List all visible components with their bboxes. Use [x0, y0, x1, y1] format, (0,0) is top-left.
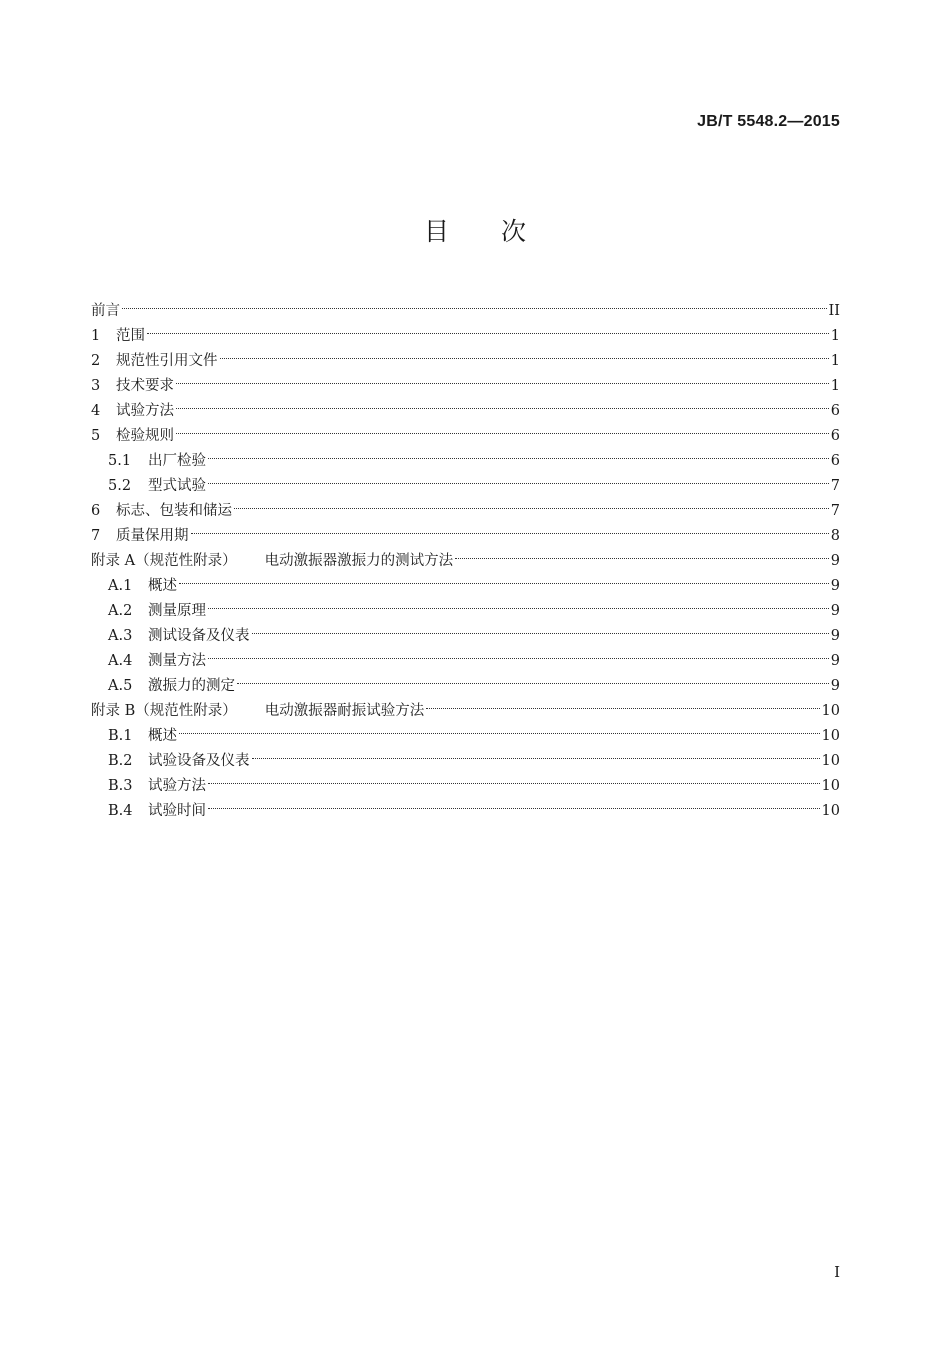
toc-title [0, 212, 950, 248]
toc-entry-5-1[interactable] [91, 440, 840, 469]
toc-entry-a-1[interactable] [91, 565, 840, 594]
toc-entry-page: 6 [830, 428, 840, 444]
toc-entry-label: 型式试验 [148, 478, 206, 494]
toc-entry-page: 7 [830, 503, 840, 519]
toc-entry-page: 9 [830, 603, 840, 619]
toc-entry-label: 激振力的测定 [148, 678, 235, 694]
toc-entry-number: 1 [91, 328, 101, 344]
toc-leader-dots [122, 290, 827, 315]
toc-leader-dots [179, 715, 820, 740]
toc-entry-number: 4 [91, 403, 101, 419]
toc-entry-5[interactable] [91, 415, 840, 444]
toc-entry-page: 6 [830, 453, 840, 469]
toc-entry-number: A.5 [108, 678, 133, 694]
toc-entry-page: 9 [830, 653, 840, 669]
toc-entry-number: 2 [91, 353, 101, 369]
toc-entry-page: 9 [830, 578, 840, 594]
toc-leader-dots [208, 590, 829, 615]
toc-entry-number: 附录 B（规范性附录） [91, 703, 237, 719]
toc-entry-a-2[interactable] [91, 590, 840, 619]
toc-leader-dots [208, 640, 829, 665]
toc-leader-dots [208, 465, 829, 490]
page-number: I [834, 1263, 840, 1281]
toc-entry-page: 9 [830, 553, 840, 569]
toc-entry-page: 7 [830, 478, 840, 494]
toc-entry-page: 9 [830, 628, 840, 644]
table-of-contents [91, 290, 840, 819]
toc-entry-page: 1 [830, 328, 840, 344]
toc-leader-dots [252, 740, 820, 765]
toc-entry-3[interactable] [91, 365, 840, 394]
toc-leader-dots [455, 540, 829, 565]
toc-entry-number: 5.1 [108, 453, 132, 469]
toc-title-char-1: 目 [423, 217, 449, 246]
toc-entry-label: 概述 [148, 578, 177, 594]
toc-entry-4[interactable] [91, 390, 840, 419]
toc-entry-number: 5.2 [108, 478, 132, 494]
toc-leader-dots [179, 565, 829, 590]
toc-entry-b-1[interactable] [91, 715, 840, 744]
toc-entry-number: 6 [91, 503, 101, 519]
toc-entry-label: 测试设备及仪表 [148, 628, 250, 644]
toc-entry-label: 范围 [116, 328, 145, 344]
toc-entry-label: 质量保用期 [116, 528, 189, 544]
toc-entry-label: 概述 [148, 728, 177, 744]
toc-entry-label: 试验方法 [116, 403, 174, 419]
toc-entry-number: A.1 [108, 578, 133, 594]
toc-leader-dots [208, 440, 829, 465]
toc-entry-label: 测量方法 [148, 653, 206, 669]
toc-leader-dots [237, 665, 829, 690]
toc-entry-label: 前言 [91, 303, 120, 319]
toc-entry-foreword[interactable] [91, 290, 840, 319]
toc-leader-dots [234, 490, 829, 515]
toc-entry-label: 出厂检验 [148, 453, 206, 469]
toc-leader-dots [191, 515, 829, 540]
toc-entry-page: 10 [821, 753, 840, 769]
toc-entry-b-2[interactable] [91, 740, 840, 769]
toc-entry-page: 9 [830, 678, 840, 694]
toc-entry-number: B.2 [108, 753, 133, 769]
toc-entry-page: 8 [830, 528, 840, 544]
toc-entry-number: A.3 [108, 628, 133, 644]
toc-entry-page: 10 [821, 703, 840, 719]
toc-leader-dots [426, 690, 819, 715]
toc-entry-label: 测量原理 [148, 603, 206, 619]
toc-entry-page: 10 [821, 728, 840, 744]
toc-leader-dots [176, 365, 829, 390]
toc-entry-number: 5 [91, 428, 101, 444]
toc-entry-page: 1 [830, 378, 840, 394]
toc-leader-dots [176, 390, 829, 415]
toc-entry-number: B.1 [108, 728, 133, 744]
toc-entry-number: A.4 [108, 653, 133, 669]
toc-entry-label: 标志、包装和储运 [116, 503, 232, 519]
toc-leader-dots [208, 790, 820, 815]
toc-entry-label: 试验时间 [148, 803, 206, 819]
toc-entry-label: 电动激振器耐振试验方法 [264, 703, 425, 719]
toc-entry-2[interactable] [91, 340, 840, 369]
toc-title-char-2: 次 [501, 217, 527, 246]
toc-entry-label: 电动激振器激振力的测试方法 [264, 553, 454, 569]
toc-leader-dots [220, 340, 829, 365]
toc-leader-dots [147, 315, 829, 340]
toc-entry-label: 试验设备及仪表 [148, 753, 250, 769]
toc-entry-number: A.2 [108, 603, 133, 619]
toc-entry-number: B.3 [108, 778, 133, 794]
toc-entry-label: 试验方法 [148, 778, 206, 794]
toc-entry-label: 规范性引用文件 [116, 353, 218, 369]
toc-entry-number: 7 [91, 528, 101, 544]
toc-entry-number: 3 [91, 378, 101, 394]
toc-entry-appendix-a[interactable] [91, 540, 840, 569]
toc-entry-number: B.4 [108, 803, 133, 819]
toc-entry-page: 1 [830, 353, 840, 369]
toc-leader-dots [252, 615, 829, 640]
toc-entry-page: II [828, 303, 840, 319]
toc-entry-7[interactable] [91, 515, 840, 544]
toc-entry-1[interactable] [91, 315, 840, 344]
toc-leader-dots [208, 765, 820, 790]
toc-entry-label: 检验规则 [116, 428, 174, 444]
toc-entry-label: 技术要求 [116, 378, 174, 394]
toc-entry-number: 附录 A（规范性附录） [91, 553, 237, 569]
toc-entry-page: 10 [821, 778, 840, 794]
toc-entry-page: 10 [821, 803, 840, 819]
document-code: JB/T 5548.2—2015 [697, 113, 840, 130]
toc-leader-dots [176, 415, 829, 440]
toc-entry-page: 6 [830, 403, 840, 419]
